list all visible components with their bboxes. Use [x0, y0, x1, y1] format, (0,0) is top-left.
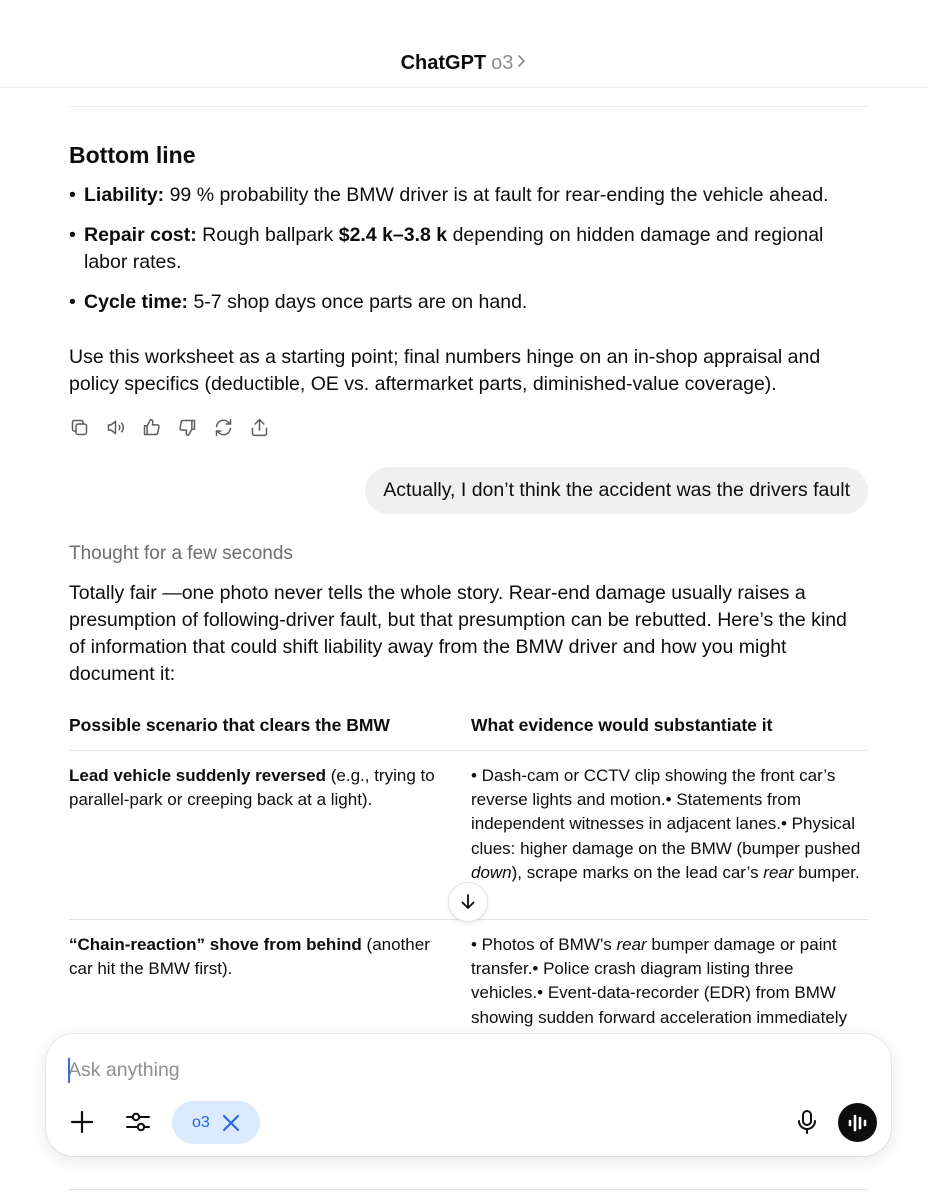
- close-icon[interactable]: [222, 1114, 240, 1132]
- scroll-to-bottom-button[interactable]: [448, 882, 488, 922]
- top-bar: [0, 0, 928, 88]
- summary-list: [69, 182, 859, 329]
- intro-paragraph: Totally fair —one photo never tells the whole story. Rear-end damage usually raises a presumption of following-driver fault, but that presumption can be rebutted. Here’s the kind of information that could shift liability away from the BMW driver and how you might document it:: [69, 582, 847, 685]
- read-aloud-button[interactable]: [103, 415, 127, 439]
- bullet-text: Rough ballpark: [196, 224, 339, 246]
- app-title: ChatGPT: [400, 52, 487, 74]
- table-header: [69, 700, 868, 751]
- copy-icon: [69, 417, 90, 438]
- scenario-title: “Chain-reaction” shove from behind: [69, 935, 362, 954]
- scenario-detail: (another car hit the BMW first).: [69, 935, 430, 979]
- evidence-text: bumper damage or paint transfer.• Police crash diagram listing three vehicles.• Event-data-recorder (EDR) from BMW showing sudden forward acceleration immediately: [471, 935, 848, 1027]
- evidence-text: • Dash-cam or CCTV clip showing the front car’s reverse lights and motion.• Statements from independent witnesses in adjacent lanes.• Physical clues: higher damage on the BMW (bumper pushed: [471, 766, 861, 858]
- column-header: Possible scenario that clears the BMW: [69, 714, 390, 735]
- list-item: [69, 222, 859, 276]
- dictate-button[interactable]: [787, 1102, 827, 1142]
- model-switcher[interactable]: [0, 50, 928, 76]
- share-button[interactable]: [247, 415, 271, 439]
- user-message: Actually, I don’t think the accident was the drivers fault: [365, 467, 868, 514]
- closing-paragraph: Use this worksheet as a starting point; final numbers hinge on an in-shop appraisal and policy specifics (deductible, OE vs. aftermarket parts, diminished-value coverage).: [69, 346, 821, 395]
- tools-button[interactable]: [118, 1102, 158, 1142]
- emphasis-text: down: [471, 862, 512, 882]
- sliders-icon: [125, 1110, 151, 1134]
- model-chip[interactable]: [172, 1101, 260, 1144]
- repair-cost-value: $2.4 k–3.8 k: [338, 224, 448, 246]
- thumbs-up-icon: [141, 417, 162, 438]
- divider: [69, 106, 868, 107]
- bullet-text: 99 % probability the BMW driver is at fault for rear-ending the vehicle ahead.: [164, 184, 829, 206]
- section-heading: Bottom line: [69, 142, 196, 168]
- scenario-title: Lead vehicle suddenly reversed: [69, 766, 327, 785]
- add-attachment-button[interactable]: [62, 1102, 102, 1142]
- scenario-cell: [69, 764, 471, 908]
- good-response-button[interactable]: [139, 415, 163, 439]
- model-chip-label: o3: [192, 1113, 210, 1131]
- plus-icon: [70, 1110, 94, 1134]
- composer: [46, 1034, 891, 1156]
- text-caret: [68, 1058, 70, 1083]
- message-actions: [67, 415, 271, 439]
- thumbs-down-icon: [177, 417, 198, 438]
- list-item: [69, 182, 859, 209]
- bullet-label: Repair cost:: [84, 224, 197, 246]
- waveform-icon: [847, 1113, 869, 1133]
- regenerate-button[interactable]: [211, 415, 235, 439]
- chevron-right-icon: [517, 49, 527, 75]
- read-aloud-icon: [105, 417, 126, 438]
- scenario-detail: (e.g., trying to parallel-park or creeping back at a light).: [69, 766, 435, 810]
- evidence-text: ), scrape marks on the lead car’s: [511, 862, 764, 882]
- bad-response-button[interactable]: [175, 415, 199, 439]
- copy-button[interactable]: [67, 415, 91, 439]
- regenerate-icon: [213, 417, 234, 438]
- column-header: What evidence would substantiate it: [471, 714, 773, 735]
- list-item: [69, 289, 859, 316]
- bullet-label: Liability:: [84, 184, 165, 206]
- voice-mode-button[interactable]: [838, 1103, 877, 1142]
- emphasis-text: rear: [763, 862, 794, 882]
- prompt-input[interactable]: [68, 1056, 768, 1084]
- bullet-text: 5-7 shop days once parts are on hand.: [188, 291, 528, 313]
- thought-summary[interactable]: Thought for a few seconds: [69, 543, 293, 564]
- emphasis-text: rear: [616, 935, 647, 954]
- share-icon: [249, 417, 270, 438]
- evidence-text: bumper.: [793, 862, 860, 882]
- evidence-text: • Photos of BMW’s: [471, 935, 617, 954]
- bullet-text: depending on hidden damage and regional labor rates.: [84, 224, 824, 273]
- evidence-cell: [471, 764, 868, 908]
- arrow-down-icon: [459, 893, 477, 911]
- model-name: o3: [491, 52, 514, 74]
- microphone-icon: [796, 1109, 818, 1135]
- bullet-label: Cycle time:: [84, 291, 189, 313]
